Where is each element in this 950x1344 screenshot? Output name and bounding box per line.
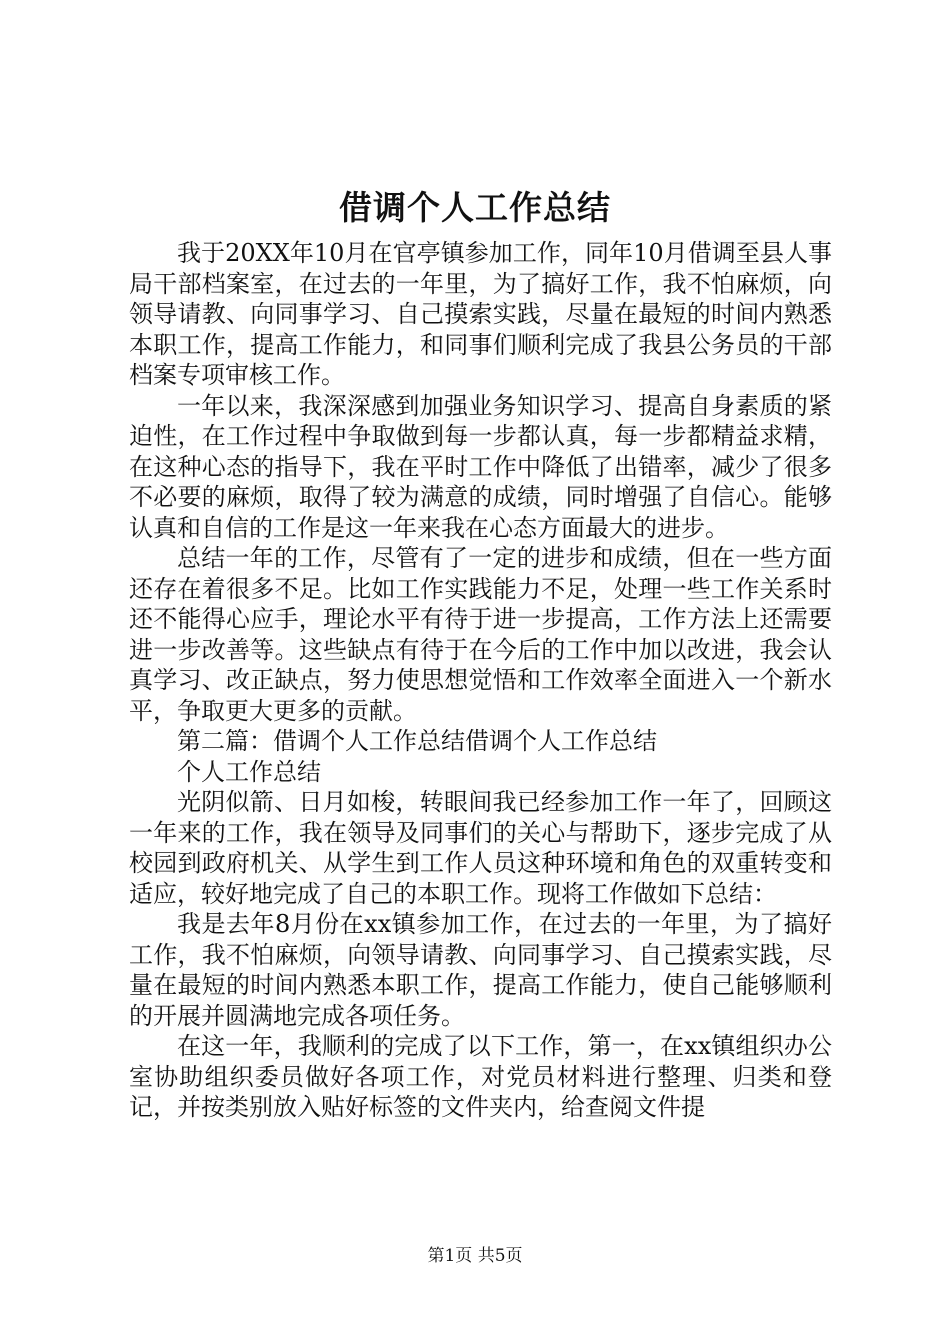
- paragraph: 一年以来，我深深感到加强业务知识学习、提高自身素质的紧迫性，在工作过程中争取做到每一步都认真，每一步都精益求精，在这种心态的指导下，我在平时工作中降低了出错率，减少了很多不必要的麻烦，取得了较为满意的成绩，同时增强了自信心。能够认真和自信的工作是这一年来我在心态方面最大的进步。: [129, 391, 832, 542]
- paragraph: 我是去年8月份在xx镇参加工作，在过去的一年里，为了搞好工作，我不怕麻烦，向领导请教、向同事学习、自己摸索实践，尽量在最短的时间内熟悉本职工作，提高工作能力，使自己能够顺利的开展并圆满地完成各项任务。: [129, 910, 832, 1030]
- paragraph: 总结一年的工作，尽管有了一定的进步和成绩，但在一些方面还存在着很多不足。比如工作实践能力不足，处理一些工作关系时还不能得心应手，理论水平有待于进一步提高，工作方法上还需要进一步改善等。这些缺点有待于在今后的工作中加以改进，我会认真学习、改正缺点，努力使思想觉悟和工作效率全面进入一个新水平，争取更大更多的贡献。: [129, 544, 832, 725]
- paragraph: 在这一年，我顺利的完成了以下工作，第一，在xx镇组织办公室协助组织委员做好各项工作，对党员材料进行整理、归类和登记，并按类别放入贴好标签的文件夹内，给查阅文件提: [129, 1032, 832, 1121]
- section-subheading: 个人工作总结: [177, 757, 321, 786]
- paragraph: 光阴似箭、日月如梭，转眼间我已经参加工作一年了，回顾这一年来的工作，我在领导及同事们的关心与帮助下，逐步完成了从校园到政府机关、从学生到工作人员这种环境和角色的双重转变和适应，较好地完成了自己的本职工作。现将工作做如下总结：: [129, 788, 832, 908]
- section-heading: 第二篇：借调个人工作总结借调个人工作总结: [177, 727, 657, 755]
- page-indicator: 第1页 共5页: [427, 1246, 523, 1266]
- document-title: 借调个人工作总结: [339, 188, 611, 227]
- paragraph: 我于20XX年10月在官亭镇参加工作，同年10月借调至县人事局干部档案室，在过去的一年里，为了搞好工作，我不怕麻烦，向领导请教、向同事学习、自己摸索实践，尽量在最短的时间内熟悉本职工作，提高工作能力，和同事们顺利完成了我县公务员的干部档案专项审核工作。: [129, 239, 832, 389]
- document-body: [129, 238, 832, 1123]
- page-footer: [0, 1245, 950, 1267]
